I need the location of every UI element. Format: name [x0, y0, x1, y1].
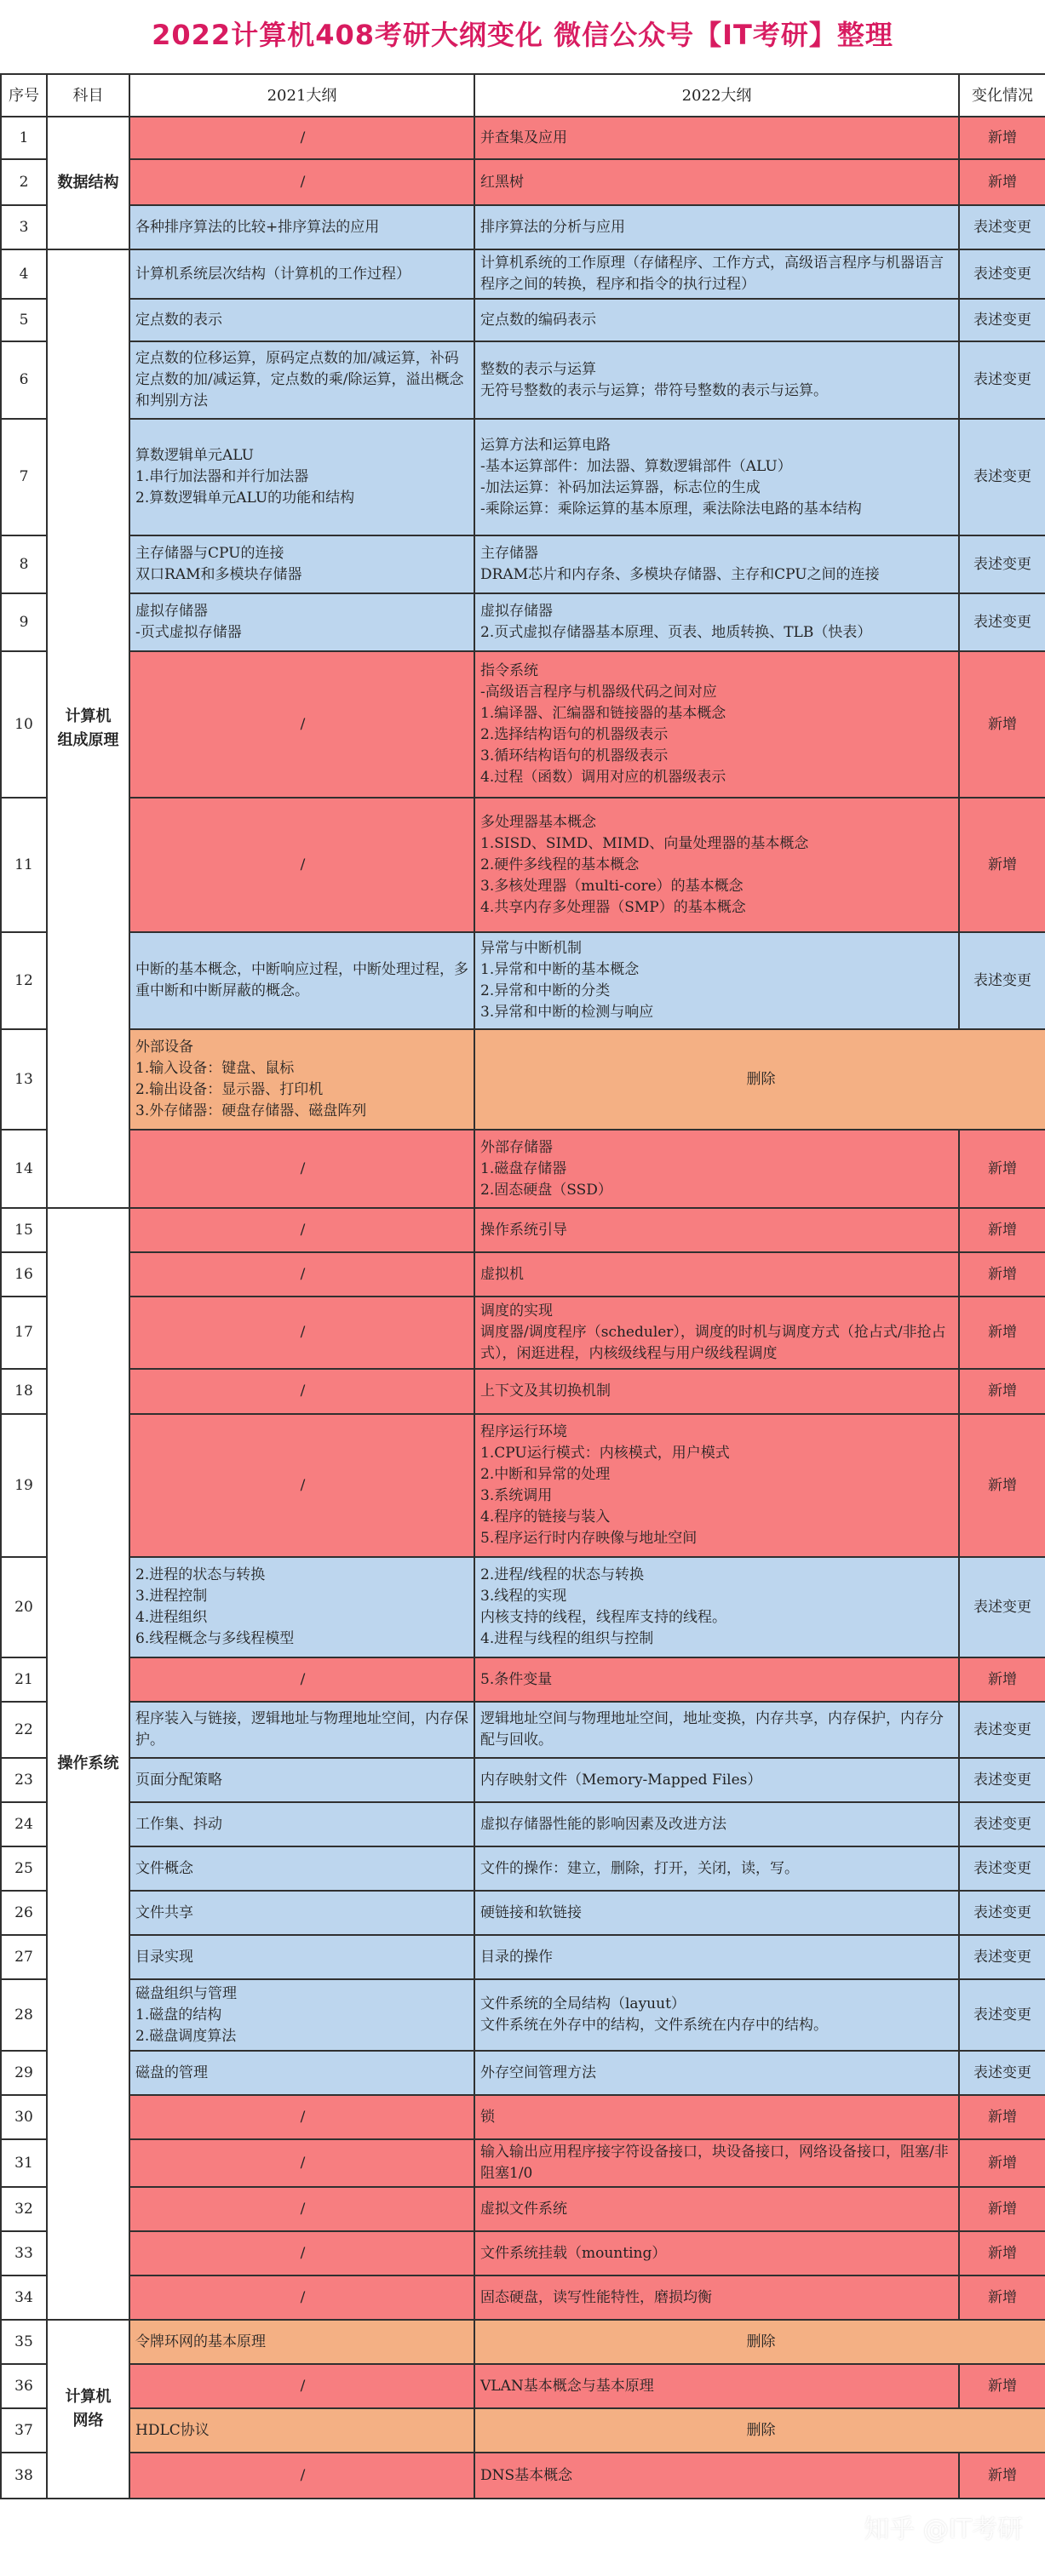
cell-2021: 虚拟存储器 -页式虚拟存储器 — [129, 593, 474, 651]
cell-2021: 算数逻辑单元ALU 1.串行加法器和并行加法器 2.算数逻辑单元ALU的功能和结构 — [129, 419, 474, 535]
table-row — [1, 1414, 1045, 1557]
cell-2022: 虚拟机 — [474, 1252, 959, 1297]
cell-2021: 程序装入与链接，逻辑地址与物理地址空间，内存保护。 — [129, 1702, 474, 1758]
watermark: 知乎 @IT考研 — [864, 2515, 1023, 2545]
row-number: 12 — [1, 932, 47, 1029]
row-number: 3 — [1, 205, 47, 249]
row-number: 27 — [1, 1935, 47, 1979]
cell-2021: 各种排序算法的比较+排序算法的应用 — [129, 205, 474, 249]
header-change: 变化情况 — [959, 74, 1045, 117]
page-title: 2022计算机408考研大纲变化 微信公众号【IT考研】整理 — [152, 19, 893, 51]
cell-2021: 目录实现 — [129, 1935, 474, 1979]
table-row — [1, 341, 1045, 419]
cell-change: 表述变更 — [959, 1758, 1045, 1802]
cell-2022: 文件系统挂载（mounting） — [474, 2231, 959, 2275]
cell-2022: 并查集及应用 — [474, 117, 959, 159]
cell-2021: 定点数的位移运算，原码定点数的加/减运算，补码定点数的加/减运算，定点数的乘/除运算，溢出概念和判别方法 — [129, 341, 474, 419]
row-number: 21 — [1, 1657, 47, 1702]
cell-2022: 外存空间管理方法 — [474, 2051, 959, 2095]
cell-2022: VLAN基本概念与基本原理 — [474, 2364, 959, 2408]
header-no: 序号 — [1, 74, 47, 117]
table-row — [1, 419, 1045, 535]
cell-2021: / — [129, 2187, 474, 2231]
row-number: 6 — [1, 341, 47, 419]
cell-2021: HDLC协议 — [129, 2408, 474, 2453]
cell-2021: / — [129, 651, 474, 798]
cell-change: 表述变更 — [959, 1979, 1045, 2051]
row-number: 37 — [1, 2408, 47, 2453]
cell-change: 表述变更 — [959, 1802, 1045, 1846]
cell-change: 表述变更 — [959, 535, 1045, 593]
cell-2021: / — [129, 1369, 474, 1414]
cell-2022: 5.条件变量 — [474, 1657, 959, 1702]
subject-data-structure: 数据结构 — [47, 117, 129, 249]
table-row — [1, 1979, 1045, 2051]
row-number: 16 — [1, 1252, 47, 1297]
row-number: 4 — [1, 249, 47, 299]
row-number: 25 — [1, 1846, 47, 1891]
table-row — [1, 932, 1045, 1029]
cell-change: 表述变更 — [959, 593, 1045, 651]
cell-2022: 2.进程/线程的状态与转换 3.线程的实现 内核支持的线程，线程库支持的线程。 4.进程与线程的组织与控制 — [474, 1557, 959, 1657]
cell-2022: 多处理器基本概念 1.SISD、SIMD、MIMD、向量处理器的基本概念 2.硬件多线程的基本概念 3.多核处理器（multi-core）的基本概念 4.共享内存多处理器（SMP）的基本概念 — [474, 798, 959, 932]
table-row — [1, 1758, 1045, 1802]
row-number: 31 — [1, 2139, 47, 2187]
cell-2021: 定点数的表示 — [129, 299, 474, 341]
cell-2021: 令牌环网的基本原理 — [129, 2320, 474, 2364]
cell-2022: 定点数的编码表示 — [474, 299, 959, 341]
header-2021: 2021大纲 — [129, 74, 474, 117]
row-number: 34 — [1, 2275, 47, 2320]
table-row — [1, 2364, 1045, 2408]
table-row — [1, 1130, 1045, 1208]
cell-2021: / — [129, 2139, 474, 2187]
cell-2021: 外部设备 1.输入设备：键盘、鼠标 2.输出设备：显示器、打印机 3.外存储器：硬盘存储器、磁盘阵列 — [129, 1029, 474, 1130]
cell-2022: 输入输出应用程序接字符设备接口，块设备接口，网络设备接口，阻塞/非阻塞1/0 — [474, 2139, 959, 2187]
cell-2021: / — [129, 2453, 474, 2499]
table-row — [1, 1891, 1045, 1935]
row-number: 20 — [1, 1557, 47, 1657]
row-number: 29 — [1, 2051, 47, 2095]
table-row — [1, 249, 1045, 299]
cell-2021: / — [129, 1414, 474, 1557]
syllabus-comparison-table — [0, 73, 1045, 2499]
cell-2021: 文件共享 — [129, 1891, 474, 1935]
table-row — [1, 205, 1045, 249]
subject-computer-organization: 计算机 组成原理 — [47, 249, 129, 1208]
table-row — [1, 2408, 1045, 2453]
cell-change: 表述变更 — [959, 205, 1045, 249]
cell-2022: DNS基本概念 — [474, 2453, 959, 2499]
row-number: 28 — [1, 1979, 47, 2051]
table-row — [1, 1802, 1045, 1846]
cell-deleted: 删除 — [474, 2408, 1045, 2453]
cell-change: 表述变更 — [959, 1935, 1045, 1979]
row-number: 24 — [1, 1802, 47, 1846]
subject-operating-system: 操作系统 — [47, 1208, 129, 2320]
cell-2022: 目录的操作 — [474, 1935, 959, 1979]
row-number: 13 — [1, 1029, 47, 1130]
table-row — [1, 1846, 1045, 1891]
table-row — [1, 1252, 1045, 1297]
row-number: 7 — [1, 419, 47, 535]
table-row — [1, 2187, 1045, 2231]
row-number: 11 — [1, 798, 47, 932]
cell-change: 表述变更 — [959, 419, 1045, 535]
cell-change: 新增 — [959, 159, 1045, 205]
cell-change: 新增 — [959, 798, 1045, 932]
cell-2022: 内存映射文件（Memory-Mapped Files） — [474, 1758, 959, 1802]
cell-2022: 虚拟存储器 2.页式虚拟存储器基本原理、页表、地质转换、TLB（快表） — [474, 593, 959, 651]
cell-deleted: 删除 — [474, 1029, 1045, 1130]
cell-2022: 硬链接和软链接 — [474, 1891, 959, 1935]
row-number: 5 — [1, 299, 47, 341]
table-row — [1, 2231, 1045, 2275]
cell-2021: / — [129, 117, 474, 159]
table-row — [1, 1935, 1045, 1979]
cell-2021: / — [129, 2095, 474, 2139]
cell-2021: / — [129, 2275, 474, 2320]
cell-2021: 磁盘的管理 — [129, 2051, 474, 2095]
row-number: 19 — [1, 1414, 47, 1557]
table-row — [1, 798, 1045, 932]
row-number: 1 — [1, 117, 47, 159]
cell-2022: 指令系统 -高级语言程序与机器级代码之间对应 1.编译器、汇编器和链接器的基本概念 2.选择结构语句的机器级表示 3.循环结构语句的机器级表示 4.过程（函数）调用对应的机器级表示 — [474, 651, 959, 798]
cell-change: 新增 — [959, 1297, 1045, 1369]
cell-2021: / — [129, 1297, 474, 1369]
cell-2021: / — [129, 2364, 474, 2408]
subject-computer-network: 计算机 网络 — [47, 2320, 129, 2499]
cell-2021: / — [129, 1208, 474, 1252]
row-number: 23 — [1, 1758, 47, 1802]
cell-change: 表述变更 — [959, 1846, 1045, 1891]
table-row — [1, 535, 1045, 593]
cell-2022: 锁 — [474, 2095, 959, 2139]
cell-change: 新增 — [959, 651, 1045, 798]
cell-change: 表述变更 — [959, 1557, 1045, 1657]
cell-2021: / — [129, 2231, 474, 2275]
row-number: 2 — [1, 159, 47, 205]
row-number: 22 — [1, 1702, 47, 1758]
cell-2021: 文件概念 — [129, 1846, 474, 1891]
cell-2022: 异常与中断机制 1.异常和中断的基本概念 2.异常和中断的分类 3.异常和中断的检测与响应 — [474, 932, 959, 1029]
table-row — [1, 2275, 1045, 2320]
cell-change: 表述变更 — [959, 341, 1045, 419]
cell-2022: 虚拟存储器性能的影响因素及改进方法 — [474, 1802, 959, 1846]
cell-2022: 主存储器 DRAM芯片和内存条、多模块存储器、主存和CPU之间的连接 — [474, 535, 959, 593]
cell-change: 表述变更 — [959, 2051, 1045, 2095]
row-number: 14 — [1, 1130, 47, 1208]
cell-2021: / — [129, 798, 474, 932]
cell-2021: / — [129, 159, 474, 205]
table-row — [1, 1657, 1045, 1702]
cell-2022: 调度的实现 调度器/调度程序（scheduler），调度的时机与调度方式（抢占式/非抢占式），闲逛进程，内核级线程与用户级线程调度 — [474, 1297, 959, 1369]
cell-change: 表述变更 — [959, 932, 1045, 1029]
row-number: 26 — [1, 1891, 47, 1935]
cell-2021: / — [129, 1657, 474, 1702]
row-number: 36 — [1, 2364, 47, 2408]
row-number: 18 — [1, 1369, 47, 1414]
cell-2022: 逻辑地址空间与物理地址空间，地址变换，内存共享，内存保护，内存分配与回收。 — [474, 1702, 959, 1758]
cell-2022: 整数的表示与运算 无符号整数的表示与运算；带符号整数的表示与运算。 — [474, 341, 959, 419]
cell-2022: 红黑树 — [474, 159, 959, 205]
row-number: 30 — [1, 2095, 47, 2139]
table-row — [1, 1029, 1045, 1130]
cell-2021: 计算机系统层次结构（计算机的工作过程） — [129, 249, 474, 299]
row-number: 10 — [1, 651, 47, 798]
cell-2022: 文件系统的全局结构（layuut） 文件系统在外存中的结构，文件系统在内存中的结构。 — [474, 1979, 959, 2051]
cell-2021: / — [129, 1130, 474, 1208]
header-2022: 2022大纲 — [474, 74, 959, 117]
table-row — [1, 651, 1045, 798]
table-row — [1, 1557, 1045, 1657]
table-row — [1, 2453, 1045, 2499]
cell-2021: 页面分配策略 — [129, 1758, 474, 1802]
table-row — [1, 2320, 1045, 2364]
cell-change: 新增 — [959, 1208, 1045, 1252]
cell-2022: 上下文及其切换机制 — [474, 1369, 959, 1414]
cell-deleted: 删除 — [474, 2320, 1045, 2364]
cell-2022: 计算机系统的工作原理（存储程序、工作方式，高级语言程序与机器语言程序之间的转换，程序和指令的执行过程） — [474, 249, 959, 299]
cell-change: 新增 — [959, 1369, 1045, 1414]
cell-change: 表述变更 — [959, 299, 1045, 341]
cell-change: 新增 — [959, 2095, 1045, 2139]
row-number: 35 — [1, 2320, 47, 2364]
cell-change: 新增 — [959, 1130, 1045, 1208]
cell-2022: 程序运行环境 1.CPU运行模式：内核模式，用户模式 2.中断和异常的处理 3.系统调用 4.程序的链接与装入 5.程序运行时内存映像与地址空间 — [474, 1414, 959, 1557]
row-number: 15 — [1, 1208, 47, 1252]
cell-2022: 外部存储器 1.磁盘存储器 2.固态硬盘（SSD） — [474, 1130, 959, 1208]
cell-change: 新增 — [959, 2453, 1045, 2499]
row-number: 8 — [1, 535, 47, 593]
row-number: 33 — [1, 2231, 47, 2275]
cell-change: 表述变更 — [959, 1702, 1045, 1758]
table-row — [1, 2139, 1045, 2187]
table-row — [1, 1702, 1045, 1758]
cell-change: 新增 — [959, 1657, 1045, 1702]
cell-2021: 磁盘组织与管理 1.磁盘的结构 2.磁盘调度算法 — [129, 1979, 474, 2051]
table-row — [1, 1297, 1045, 1369]
table-row — [1, 2051, 1045, 2095]
cell-2021: 主存储器与CPU的连接 双口RAM和多模块存储器 — [129, 535, 474, 593]
row-number: 32 — [1, 2187, 47, 2231]
header-subject: 科目 — [47, 74, 129, 117]
cell-change: 新增 — [959, 2187, 1045, 2231]
cell-change: 新增 — [959, 1252, 1045, 1297]
table-row — [1, 299, 1045, 341]
cell-change: 新增 — [959, 2364, 1045, 2408]
row-number: 38 — [1, 2453, 47, 2499]
cell-change: 新增 — [959, 2231, 1045, 2275]
cell-change: 新增 — [959, 117, 1045, 159]
cell-2022: 操作系统引导 — [474, 1208, 959, 1252]
row-number: 17 — [1, 1297, 47, 1369]
row-number: 9 — [1, 593, 47, 651]
cell-change: 表述变更 — [959, 1891, 1045, 1935]
table-header-row — [1, 74, 1045, 117]
table-row — [1, 159, 1045, 205]
table-row — [1, 593, 1045, 651]
cell-2022: 排序算法的分析与应用 — [474, 205, 959, 249]
cell-2021: / — [129, 1252, 474, 1297]
cell-2022: 固态硬盘，读写性能特性，磨损均衡 — [474, 2275, 959, 2320]
table-row — [1, 1369, 1045, 1414]
cell-2021: 2.进程的状态与转换 3.进程控制 4.进程组织 6.线程概念与多线程模型 — [129, 1557, 474, 1657]
cell-2022: 虚拟文件系统 — [474, 2187, 959, 2231]
cell-change: 新增 — [959, 1414, 1045, 1557]
table-row — [1, 2095, 1045, 2139]
cell-change: 新增 — [959, 2139, 1045, 2187]
cell-change: 新增 — [959, 2275, 1045, 2320]
table-row — [1, 117, 1045, 159]
cell-2021: 工作集、抖动 — [129, 1802, 474, 1846]
cell-2021: 中断的基本概念，中断响应过程，中断处理过程，多重中断和中断屏蔽的概念。 — [129, 932, 474, 1029]
cell-change: 表述变更 — [959, 249, 1045, 299]
table-row — [1, 1208, 1045, 1252]
cell-2022: 文件的操作：建立，删除，打开，关闭，读，写。 — [474, 1846, 959, 1891]
cell-2022: 运算方法和运算电路 -基本运算部件：加法器、算数逻辑部件（ALU） -加法运算：补码加法运算器，标志位的生成 -乘除运算：乘除运算的基本原理，乘法除法电路的基本结构 — [474, 419, 959, 535]
